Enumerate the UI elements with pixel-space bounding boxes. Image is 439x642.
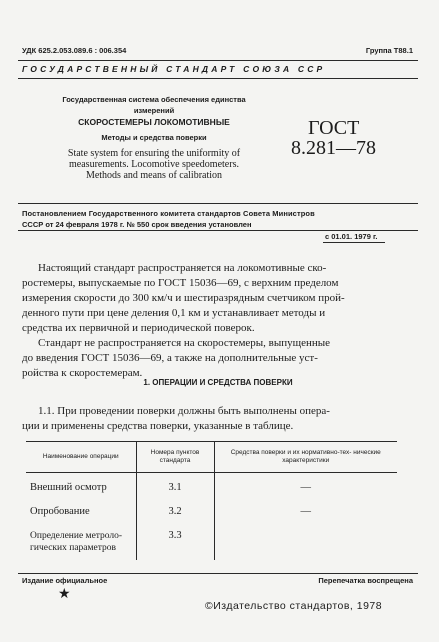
state-standard-banner: ГОСУДАРСТВЕННЫЙ СТАНДАРТ СОЮЗА ССР [22, 64, 326, 74]
section-1-heading: 1. ОПЕРАЦИИ И СРЕДСТВА ПОВЕРКИ [143, 378, 293, 387]
intro-p2-line-3: ройства к скоростемерам. [22, 367, 143, 379]
publisher-copyright: ©Издательство стандартов, 1978 [205, 600, 383, 612]
header-rule-bottom [18, 78, 418, 79]
clause-cell: 3.2 [136, 506, 214, 530]
intro-p1-line-2: ростемеры, выпускаемые по ГОСТ 15036—69, с верхним пределом [22, 277, 339, 289]
effective-date-underline [323, 242, 385, 243]
operation-cell: Внешний осмотр [30, 482, 107, 493]
table-header-row [26, 442, 397, 473]
header-means: Средства поверки и их нормативно-тех- нические характеристики [214, 442, 397, 473]
means-cell [214, 530, 397, 560]
group-code: Группа Т88.1 [365, 46, 413, 55]
header-rule-top [18, 60, 418, 61]
udk-code: УДК 625.2.053.089.6 : 006.354 [22, 46, 127, 55]
table-row [26, 473, 397, 507]
table-row [26, 506, 397, 530]
header-clause: Номера пунктов стандарта [136, 442, 214, 473]
star-icon: ★ [58, 587, 71, 602]
gost-number: 8.281—78 [291, 137, 376, 159]
reprint-prohibited: Перепечатка воспрещена [318, 576, 413, 585]
clause-cell: 3.1 [136, 473, 214, 507]
table-row [26, 530, 397, 560]
means-cell: — [214, 506, 397, 530]
footer-rule [18, 573, 418, 574]
gost-label: ГОСТ [308, 117, 360, 139]
section-1-p1-line-1: 1.1. При проведении поверки должны быть выполнены опера- [38, 405, 330, 417]
document-subtitle: Методы и средства поверки [101, 133, 207, 142]
english-title-line-1: State system for ensuring the uniformity of [67, 148, 241, 159]
clause-cell: 3.3 [136, 530, 214, 560]
intro-p2-line-2: до введения ГОСТ 15036—69, а также на дополнительные уст- [22, 352, 318, 364]
system-line-2: измерений [133, 106, 175, 115]
english-title-line-2: measurements. Locomotive speedometers. [69, 159, 239, 170]
operation-cell: Определение метроло- гических параметров [30, 531, 123, 553]
decree-line-1: Постановлением Государственного комитета стандартов Совета Министров [22, 209, 315, 218]
header-operation: Наименование операции [26, 442, 136, 473]
decree-line-2: СССР от 24 февраля 1978 г. № 550 срок введения установлен [22, 220, 252, 229]
official-edition: Издание официальное [22, 576, 108, 585]
decree-rule [18, 230, 418, 231]
title-rule [18, 203, 418, 204]
intro-p1-line-3: измерения скорости до 300 км/ч и шестиразрядным счетчиком прой- [22, 292, 345, 304]
intro-p1-line-4: денного пути при цене деления 0,1 км и устанавливает методы и [22, 307, 326, 319]
operation-cell: Опробование [30, 506, 90, 517]
document-title: СКОРОСТЕМЕРЫ ЛОКОМОТИВНЫЕ [78, 117, 230, 127]
system-line-1: Государственная система обеспечения единства [62, 95, 246, 104]
english-title-line-3: Methods and means of calibration [85, 170, 223, 181]
effective-date: с 01.01. 1979 г. [325, 232, 378, 241]
intro-p1-line-5: средства их первичной и периодической поверок. [22, 322, 255, 334]
operations-table [26, 441, 397, 560]
intro-p2-line-1: Стандарт не распространяется на скоростемеры, выпущенные [38, 337, 331, 349]
intro-p1-line-1: Настоящий стандарт распространяется на локомотивные ско- [38, 262, 327, 274]
means-cell: — [214, 473, 397, 507]
section-1-p1-line-2: ции и применены средства поверки, указанные в таблице. [22, 420, 294, 432]
